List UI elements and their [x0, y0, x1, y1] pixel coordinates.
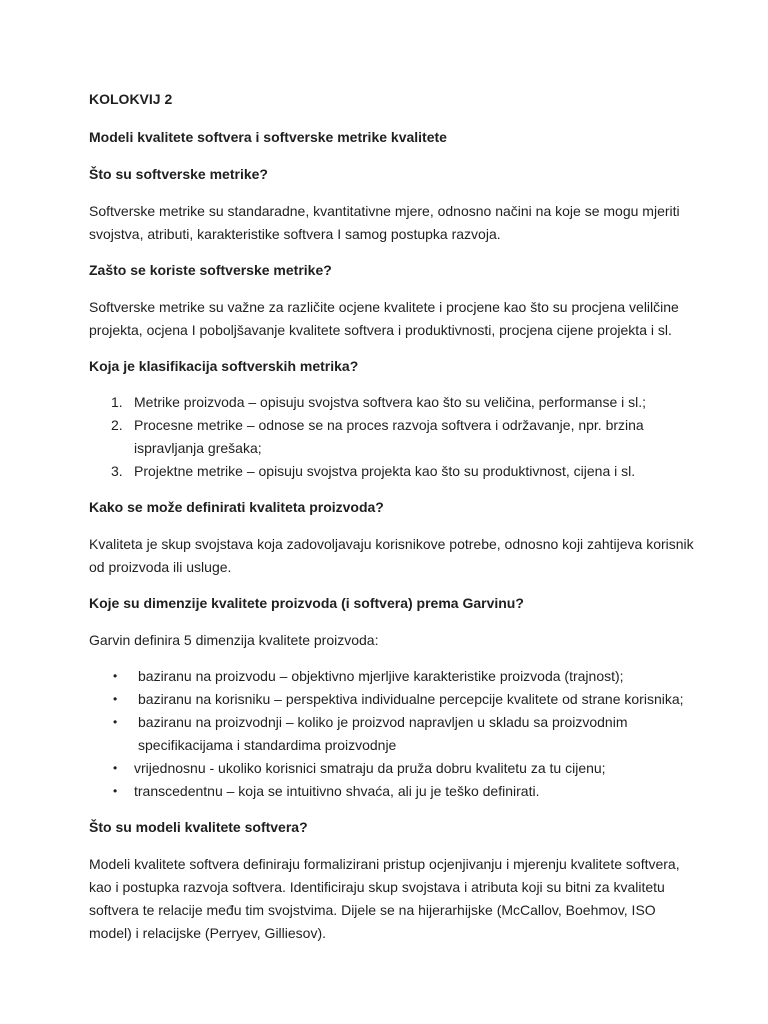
list-item	[89, 391, 699, 414]
list-item	[89, 460, 699, 483]
list-item-text: vrijednosnu - ukoliko korisnici smatraju da pruža dobru kvalitetu za tu cijenu;	[134, 760, 606, 776]
list-item-text: baziranu na proizvodnji – koliko je proizvod napravljen u skladu sa proizvodnim specifikacijama i standardima proizvodnje	[138, 714, 628, 753]
section-title: Modeli kvalitete softvera i softverske metrike kvalitete	[89, 129, 447, 145]
answer-product-quality: Kvaliteta je skup svojstava koja zadovoljavaju korisnikove potrebe, odnosno koji zahtijeva korisnik od proizvoda ili usluge.	[89, 536, 694, 575]
answer-metrics-definition: Softverske metrike su standaradne, kvantitativne mjere, odnosno načini na koje se mogu mjeriti svojstva, atributi, karakteristike softvera I samog postupka razvoja.	[89, 203, 680, 242]
list-item	[89, 780, 699, 803]
question-heading-quality-models: Što su modeli kvalitete softvera?	[89, 819, 308, 835]
bullet-icon: •	[113, 761, 118, 775]
list-item	[89, 757, 699, 780]
list-item-text: baziranu na korisniku – perspektiva individualne percepcije kvalitete od strane korisnika;	[138, 691, 684, 707]
document-page	[89, 88, 699, 945]
garvin-dimensions-list	[89, 665, 699, 803]
list-item	[89, 711, 699, 757]
list-item	[89, 414, 699, 460]
list-item-text: Metrike proizvoda – opisuju svojstva softvera kao što su veličina, performanse i sl.;	[134, 394, 647, 410]
bullet-icon: •	[113, 692, 118, 706]
list-item-text: baziranu na proizvodu – objektivno mjerljive karakteristike proizvoda (trajnost);	[138, 668, 624, 684]
question-heading-garvin-dimensions: Koje su dimenzije kvalitete proizvoda (i softvera) prema Garvinu?	[89, 595, 524, 611]
document-title: KOLOKVIJ 2	[89, 91, 173, 107]
list-item	[89, 688, 699, 711]
list-item-text: Procesne metrike – odnose se na proces razvoja softvera i održavanje, npr. brzina ispravljanja grešaka;	[134, 417, 644, 456]
list-item	[89, 665, 699, 688]
bullet-icon: •	[113, 715, 118, 729]
garvin-intro: Garvin definira 5 dimenzija kvalitete proizvoda:	[89, 632, 379, 648]
list-item-number: 1.	[111, 394, 123, 410]
list-item-text: Projektne metrike – opisuju svojstva projekta kao što su produktivnost, cijena i sl.	[134, 463, 636, 479]
question-heading-metrics-definition: Što su softverske metrike?	[89, 166, 268, 182]
answer-metrics-purpose: Softverske metrike su važne za različite ocjene kvalitete i procjene kao što su procjena velilčine projekta, ocjena I poboljšavanje kvalitete softvera i produktivnosti, procjena cijene projekta i sl.	[89, 299, 679, 338]
metrics-classification-list	[89, 391, 699, 483]
list-item-number: 2.	[111, 417, 123, 433]
question-heading-metrics-classification: Koja je klasifikacija softverskih metrika?	[89, 358, 359, 374]
bullet-icon: •	[113, 784, 118, 798]
question-heading-product-quality: Kako se može definirati kvaliteta proizvoda?	[89, 499, 384, 515]
list-item-number: 3.	[111, 463, 123, 479]
bullet-icon: •	[113, 669, 118, 683]
answer-quality-models: Modeli kvalitete softvera definiraju formalizirani pristup ocjenjivanju i mjerenju kvalitete softvera, kao i postupka razvoja softvera. Identificiraju skup svojstava i atributa koji su bitni za kvalitetu softvera te relacije među tim svojstvima. Dijele se na hijerarhijske (McCallov, Boehmov, ISO model) i relacijske (Perryev, Gilliesov).	[89, 856, 680, 941]
question-heading-metrics-purpose: Zašto se koriste softverske metrike?	[89, 262, 332, 278]
list-item-text: transcedentnu – koja se intuitivno shvaća, ali ju je teško definirati.	[134, 783, 540, 799]
